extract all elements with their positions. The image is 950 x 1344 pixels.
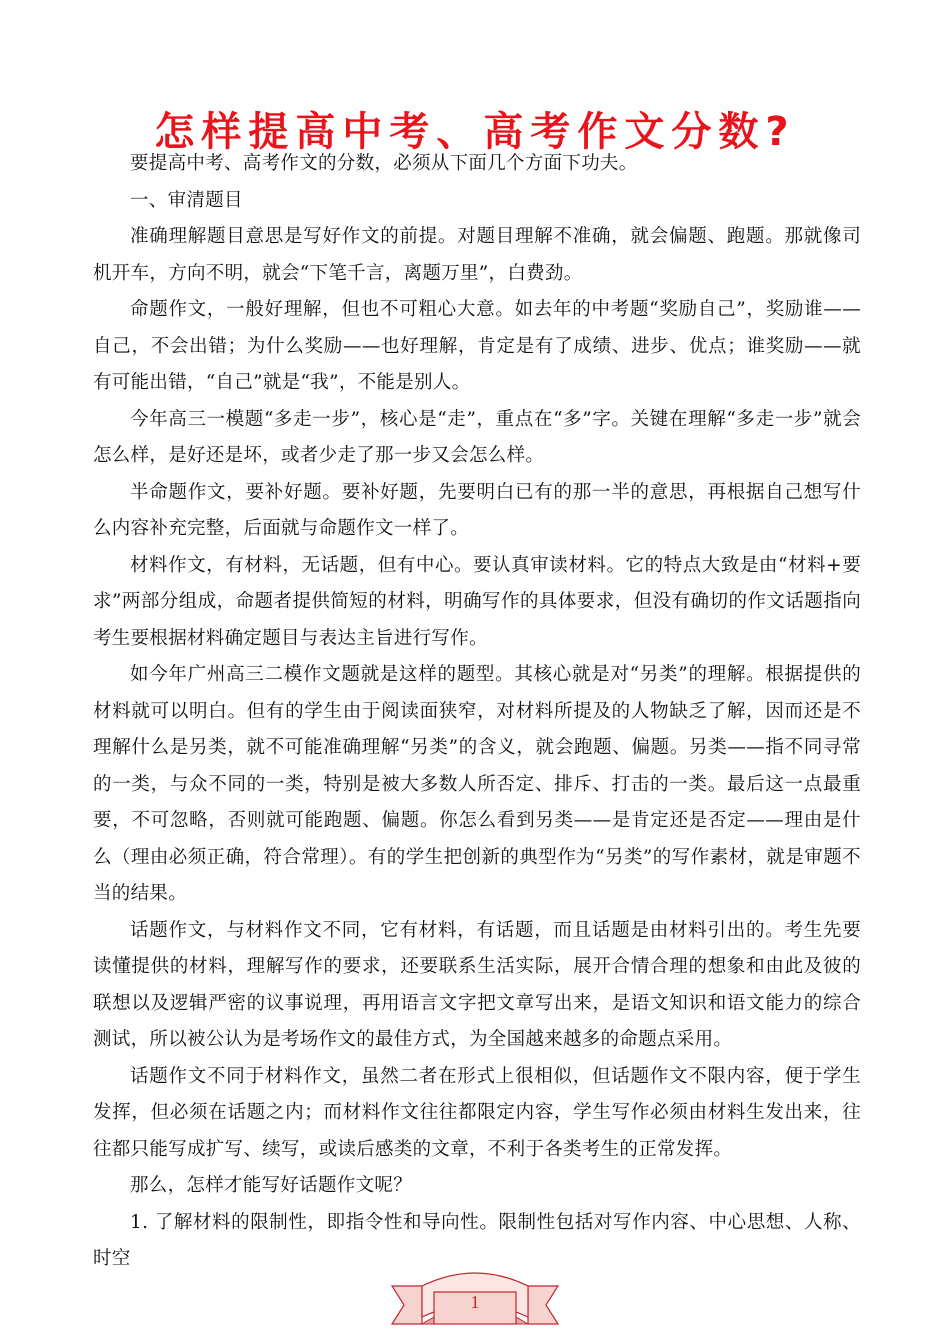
document-title: 怎样提高中考、高考作文分数? [154,109,796,155]
paragraph-6: 材料作文，有材料，无话题，但有中心。要认真审读材料。它的特点大致是由“材料+要求”两部分组成，命题者提供简短的材料，明确写作的具体要求，但没有确切的作文话题指向考生要根据材料确定题目与表达主旨进行写作。 [93,554,861,649]
paragraph-11: 1. 了解材料的限制性，即指令性和导向性。限制性包括对写作内容、中心思想、人称、时空 [93,1211,861,1269]
paragraph-9: 话题作文不同于材料作文，虽然二者在形式上很相似，但话题作文不限内容，便于学生发挥，但必须在话题之内；而材料作文往往都限定内容，学生写作必须由材料生发出来，往往都只能写成扩写、续写，或读后感类的文章，不利于各类考生的正常发挥。 [93,1065,861,1160]
paragraph-4: 今年高三一模题“多走一步”，核心是“走”，重点在“多”字。关键在理解“多走一步”就会怎么样，是好还是坏，或者少走了那一步又会怎么样。 [93,408,861,466]
paragraph-7: 如今年广州高三二模作文题就是这样的题型。其核心就是对“另类”的理解。根据提供的材料就可以明白。但有的学生由于阅读面狭窄，对材料所提及的人物缺乏了解，因而还是不理解什么是另类，就不可能准确理解“另类”的含义，就会跑题、偏题。另类——指不同寻常的一类，与众不同的一类，特别是被大多数人所否定、排斥、打击的一类。最后这一点最重要，不可忽略，否则就可能跑题、偏题。你怎么看到另类——是肯定还是否定——理由是什么（理由必须正确，符合常理）。有的学生把创新的典型作为“另类”的写作素材，就是审题不当的结果。 [93,664,861,904]
page-number-banner [390,1262,560,1332]
page-number: 1 [470,1292,480,1312]
paragraph-1: 要提高中考、高考作文的分数，必须从下面几个方面下功夫。 [130,153,638,174]
paragraph-8: 话题作文，与材料作文不同，它有材料，有话题，而且话题是由材料引出的。考生先要读懂提供的材料，理解写作的要求，还要联系生活实际，展开合情合理的想象和由此及彼的联想以及逻辑严密的议事说理，再用语言文字把文章写出来，是语文知识和语文能力的综合测试，所以被公认为是考场作文的最佳方式，为全国越来越多的命题点采用。 [93,919,861,1050]
document-body [93,146,861,1278]
paragraph-3: 命题作文，一般好理解，但也不可粗心大意。如去年的中考题“奖励自己”，奖励谁——自己，不会出错；为什么奖励——也好理解，肯定是有了成绩、进步、优点；谁奖励——就有可能出错，“自己”就是“我”，不能是别人。 [93,299,861,393]
section-heading-1: 一、审清题目 [130,189,243,211]
paragraph-2: 准确理解题目意思是写好作文的前提。对题目理解不准确，就会偏题、跑题。那就像司机开车，方向不明，就会“下笔千言，离题万里”，白费劲。 [93,226,861,284]
paragraph-5: 半命题作文，要补好题。要补好题，先要明白已有的那一半的意思，再根据自己想写什么内容补充完整，后面就与命题作文一样了。 [93,481,861,539]
paragraph-10: 那么，怎样才能写好话题作文呢？ [130,1175,413,1196]
